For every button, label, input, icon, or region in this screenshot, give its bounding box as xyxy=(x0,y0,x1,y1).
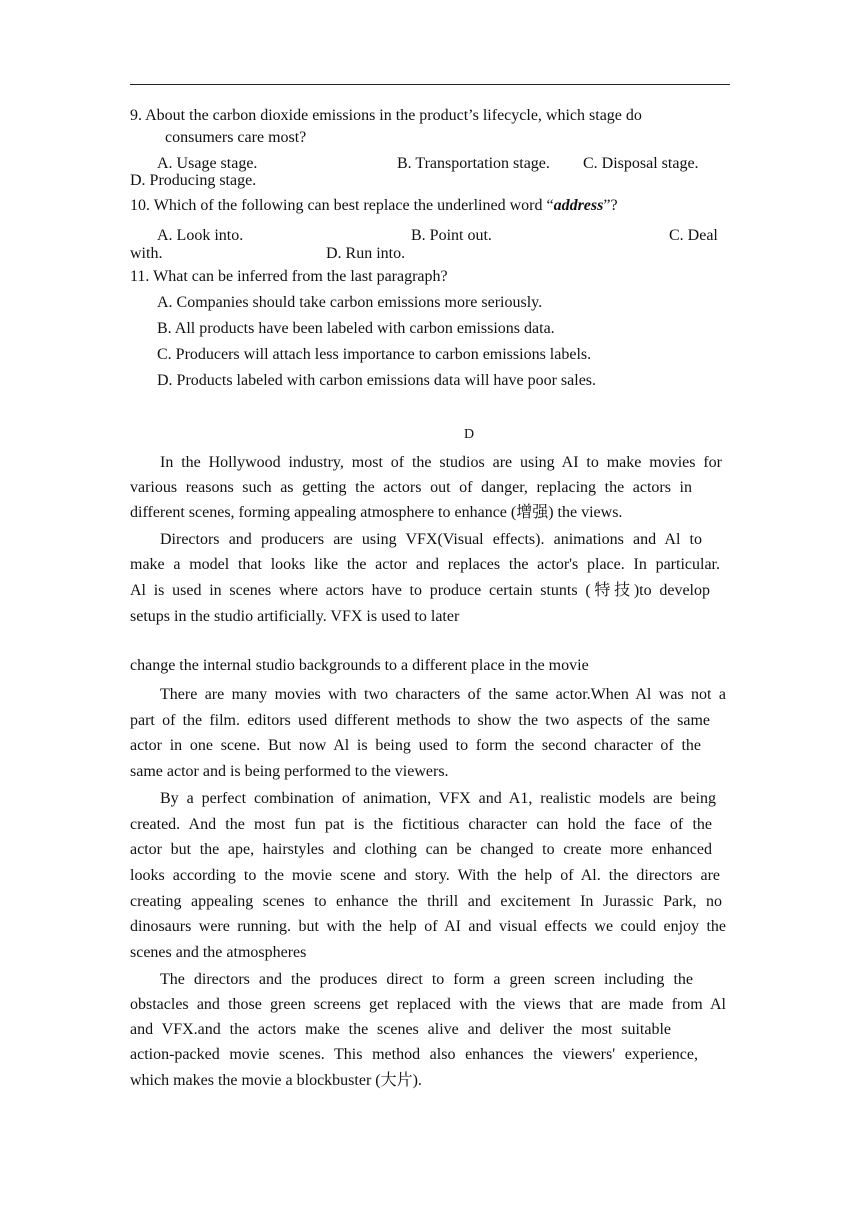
question-11-option-b: B. All products have been labeled with carbon emissions data. xyxy=(157,320,555,337)
passage-line: which makes the movie a blockbuster (大片). xyxy=(130,1072,422,1089)
passage-line: There are many movies with two characters of the same actor.When Al was not a xyxy=(160,686,726,703)
question-11-option-a: A. Companies should take carbon emissions more seriously. xyxy=(157,294,543,311)
passage-line: change the internal studio backgrounds to a different place in the movie xyxy=(130,657,589,674)
question-10-option-c-cont: with. xyxy=(130,245,163,262)
passage-line: In the Hollywood industry, most of the studios are using AI to make movies for xyxy=(160,454,722,471)
question-9-stem: 9. About the carbon dioxide emissions in the product’s lifecycle, which stage do xyxy=(130,107,642,124)
question-10-option-a: A. Look into. xyxy=(157,227,244,244)
passage-line: scenes and the atmospheres xyxy=(130,944,307,961)
passage-line: dinosaurs were running. but with the help of AI and visual effects we could enjoy the xyxy=(130,918,726,935)
passage-line: same actor and is being performed to the viewers. xyxy=(130,763,449,780)
question-10-underlined-word: address xyxy=(553,197,604,214)
passage-line: action-packed movie scenes. This method also enhances the viewers' experience, xyxy=(130,1046,698,1063)
passage-line: make a model that looks like the actor and replaces the actor's place. In particular. xyxy=(130,556,720,573)
question-10-option-b: B. Point out. xyxy=(411,227,492,244)
question-9-option-c: C. Disposal stage. xyxy=(583,155,699,172)
question-10-option-d: D. Run into. xyxy=(326,245,406,262)
passage-line: The directors and the produces direct to form a green screen including the xyxy=(160,971,693,988)
question-10-stem-pre: 10. Which of the following can best replace the underlined word “ xyxy=(130,197,554,214)
passage-line: various reasons such as getting the actors out of danger, replacing the actors in xyxy=(130,479,692,496)
passage-line: looks according to the movie scene and story. With the help of Al. the directors are xyxy=(130,867,720,884)
passage-line: part of the film. editors used different methods to show the two aspects of the same xyxy=(130,712,710,729)
passage-line: created. And the most fun pat is the fictitious character can hold the face of the xyxy=(130,816,712,833)
question-11-option-c: C. Producers will attach less importance to carbon emissions labels. xyxy=(157,346,592,363)
question-11-stem: 11. What can be inferred from the last paragraph? xyxy=(130,268,448,285)
passage-line: actor in one scene. But now Al is being used to form the second character of the xyxy=(130,737,701,754)
passage-line: Directors and producers are using VFX(Visual effects). animations and Al to xyxy=(160,531,702,548)
passage-heading: D xyxy=(464,427,475,442)
question-10-stem-post: ”? xyxy=(603,197,618,214)
question-9-stem-cont: consumers care most? xyxy=(165,129,307,146)
passage-line: and VFX.and the actors make the scenes alive and deliver the most suitable xyxy=(130,1021,671,1038)
passage-line: obstacles and those green screens get replaced with the views that are made from Al xyxy=(130,996,726,1013)
passage-line: different scenes, forming appealing atmosphere to enhance (增强) the views. xyxy=(130,504,623,521)
question-11-option-d: D. Products labeled with carbon emissions data will have poor sales. xyxy=(157,372,597,389)
passage-line: creating appealing scenes to enhance the thrill and excitement In Jurassic Park, no xyxy=(130,893,722,910)
question-9-option-b: B. Transportation stage. xyxy=(397,155,550,172)
question-9-option-d: D. Producing stage. xyxy=(130,172,257,189)
passage-line: By a perfect combination of animation, VFX and A1, realistic models are being xyxy=(160,790,716,807)
header-rule xyxy=(130,84,730,85)
passage-line: setups in the studio artificially. VFX is used to later xyxy=(130,608,460,625)
question-9-option-a: A. Usage stage. xyxy=(157,155,258,172)
passage-line: actor but the ape, hairstyles and clothing can be changed to create more enhanced xyxy=(130,841,712,858)
question-10-option-c: C. Deal xyxy=(669,227,718,244)
passage-line: Al is used in scenes where actors have to produce certain stunts (特技)to develop xyxy=(130,582,710,599)
question-10-stem xyxy=(130,196,618,216)
